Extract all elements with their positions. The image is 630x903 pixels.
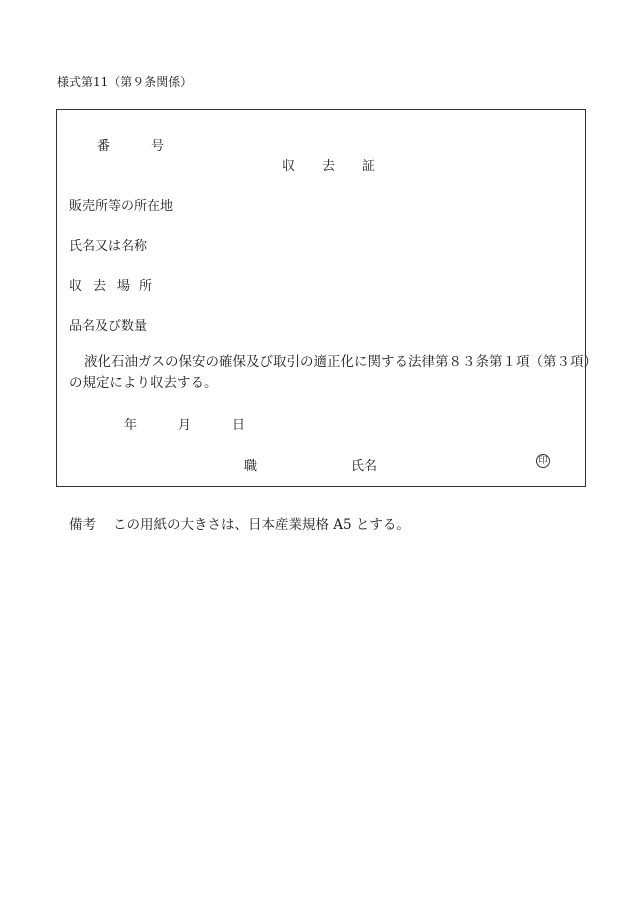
number-label-go: 号 bbox=[151, 139, 165, 154]
statement-line-1: 液化石油ガスの保安の確保及び取引の適正化に関する法律第８３条第１項（第３項） bbox=[84, 354, 597, 370]
field-name-or-title: 氏名又は名称 bbox=[69, 239, 148, 254]
date-month-label: 月 bbox=[178, 418, 192, 433]
field-collection-place-char-1: 収 bbox=[69, 279, 83, 294]
certificate-title-char-2: 去 bbox=[322, 159, 336, 174]
form-number-label: 様式第11（第９条関係） bbox=[57, 75, 193, 89]
official-title-label: 職 bbox=[244, 459, 258, 474]
official-name-label: 氏名 bbox=[351, 459, 378, 474]
field-sales-office-location: 販売所等の所在地 bbox=[69, 199, 174, 214]
field-collection-place-char-2: 去 bbox=[93, 279, 107, 294]
date-day-label: 日 bbox=[232, 418, 246, 433]
certificate-title-char-3: 証 bbox=[362, 159, 376, 174]
note-text: この用紙の大きさは、日本産業規格 A5 とする。 bbox=[113, 517, 410, 533]
certificate-title-char-1: 収 bbox=[282, 159, 296, 174]
field-collection-place-char-4: 所 bbox=[139, 279, 153, 294]
statement-line-2: の規定により収去する。 bbox=[69, 375, 218, 391]
field-collection-place-char-3: 場 bbox=[117, 279, 131, 294]
note-label: 備考 bbox=[69, 517, 96, 533]
date-year-label: 年 bbox=[124, 418, 138, 433]
field-item-name-and-quantity: 品名及び数量 bbox=[69, 319, 148, 334]
number-label-ban: 番 bbox=[97, 139, 111, 154]
seal-mark: 印 bbox=[536, 454, 550, 468]
